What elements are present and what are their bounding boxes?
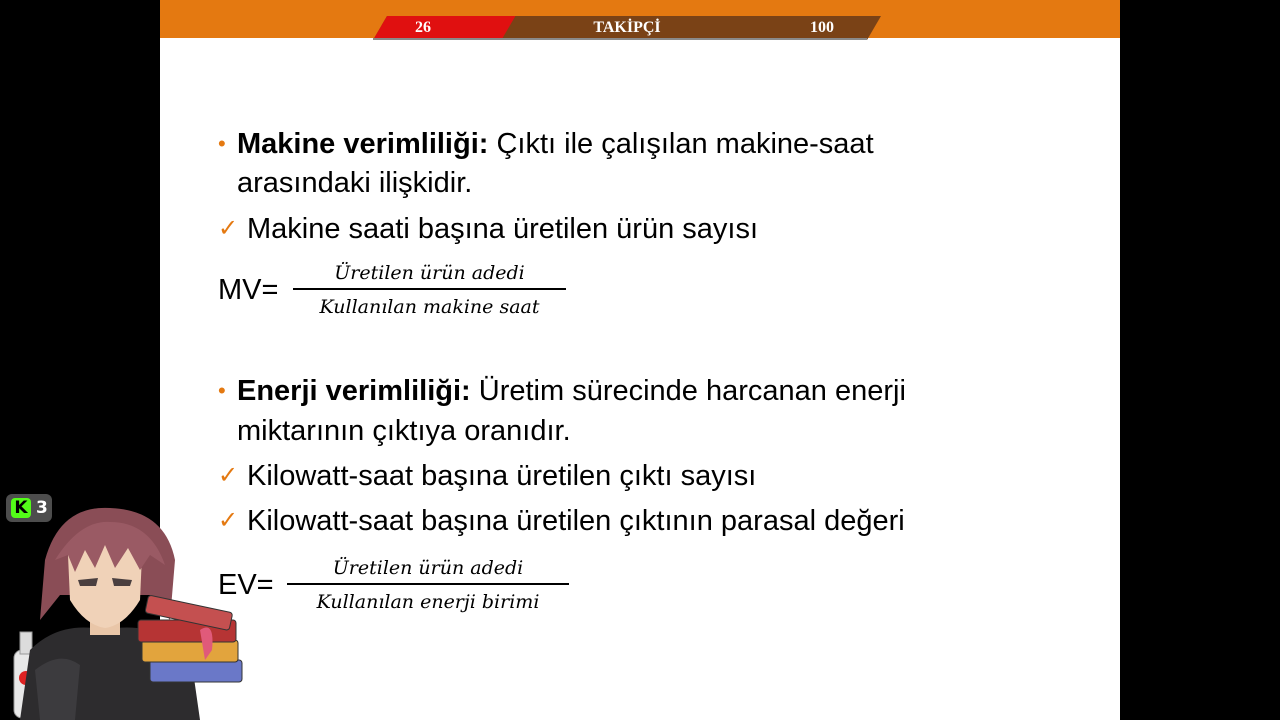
formula-ev-fraction — [287, 553, 569, 617]
bullet-energy-line2: miktarının çıktıya oranıdır. — [237, 415, 571, 447]
bullet-machine-text: Çıktı ile çalışılan makine-saat — [488, 128, 874, 160]
formula-mv-numerator: Üretilen ürün adedi — [334, 262, 525, 284]
viewer-count: 3 — [36, 498, 48, 518]
bullet-machine-line2: arasındaki ilişkidir. — [237, 167, 473, 199]
kick-logo-icon: K — [11, 498, 31, 518]
bullet-energy-efficiency — [237, 371, 906, 411]
presentation-slide — [160, 0, 1120, 720]
check-item-energy-count: Kilowatt-saat başına üretilen çıktı sayısı — [247, 460, 757, 492]
follower-goal-fill — [373, 16, 515, 40]
formula-mv-fraction — [293, 258, 566, 322]
formula-mv-denominator: Kullanılan makine saat — [319, 296, 540, 318]
check-icon: ✓ — [218, 507, 239, 534]
formula-mv-label: MV= — [218, 274, 279, 306]
follower-goal-bar — [373, 16, 881, 40]
books-icon — [138, 595, 242, 682]
bullet-dot: • — [218, 378, 226, 403]
bullet-energy-text: Üretim sürecinde harcanan enerji — [470, 375, 906, 407]
follower-label: TAKİPÇİ — [593, 19, 661, 36]
formula-ev-label: EV= — [218, 569, 274, 601]
streamer-avatar — [0, 500, 270, 720]
check-item-energy-value: Kilowatt-saat başına üretilen çıktının parasal değeri — [247, 505, 905, 537]
bullet-energy-title: Enerji verimliliği: — [237, 375, 471, 407]
check-icon: ✓ — [218, 215, 239, 242]
bullet-dot: • — [218, 131, 226, 156]
bullet-machine-title: Makine verimliliği: — [237, 128, 489, 160]
check-item-machine: Makine saati başına üretilen ürün sayısı — [247, 213, 758, 245]
bullet-machine-efficiency — [237, 124, 874, 164]
follower-current-count: 26 — [415, 19, 431, 36]
formula-ev-numerator: Üretilen ürün adedi — [332, 557, 524, 579]
check-icon: ✓ — [218, 462, 239, 489]
formula-ev-denominator: Kullanılan enerji birimi — [316, 591, 540, 613]
follower-goal-count: 100 — [810, 19, 834, 36]
